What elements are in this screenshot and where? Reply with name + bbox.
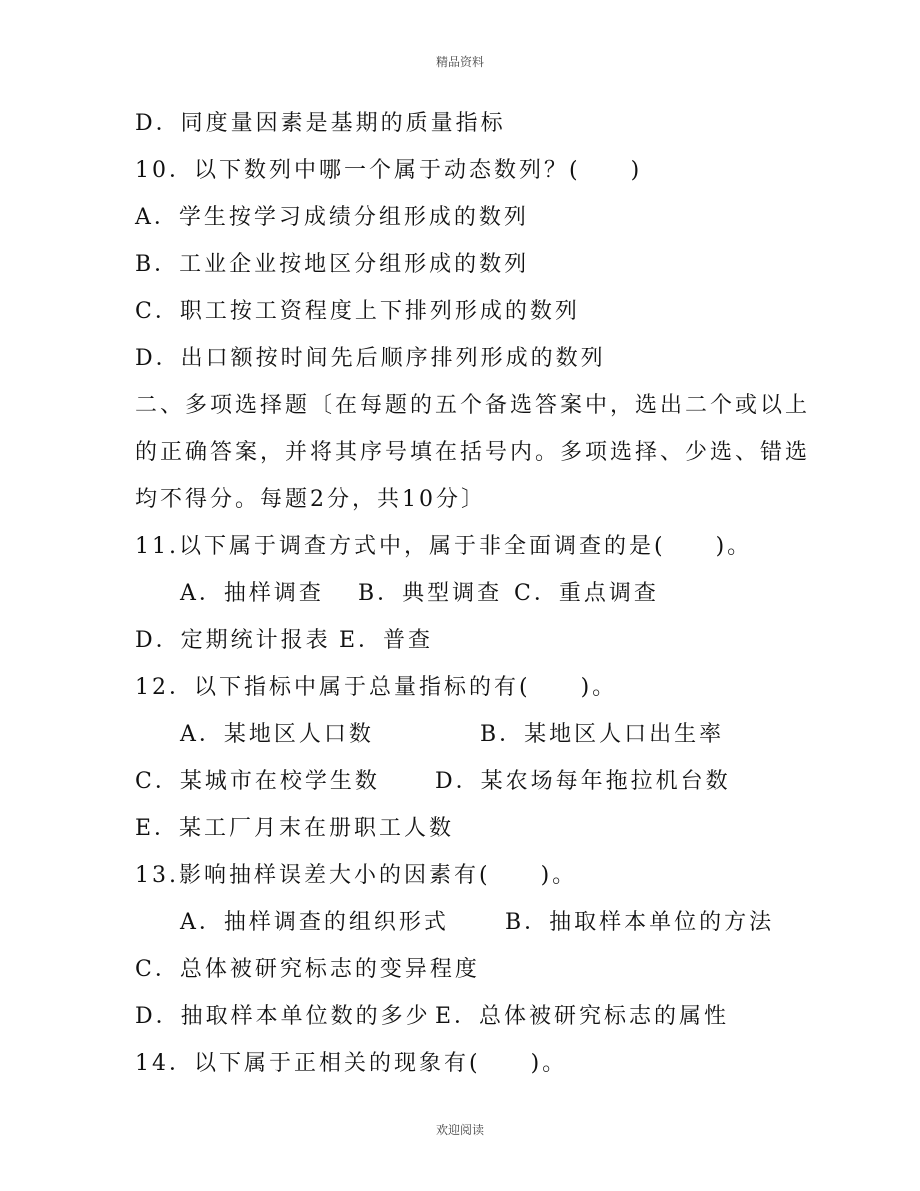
option-12a: A．某地区人口数 <box>180 722 374 747</box>
option-11d: D．定期统计报表 <box>135 628 331 653</box>
option-13a: A．抽样调查的组织形式 <box>180 910 449 935</box>
section-heading-line-3: 均不得分。每题2分，共10分〕 <box>135 487 486 512</box>
question-14: 14．以下属于正相关的现象有( )。 <box>135 1051 568 1076</box>
page-footer: 欢迎阅读 <box>435 1123 484 1137</box>
option-10c: C．职工按工资程度上下排列形成的数列 <box>135 299 580 324</box>
option-9d: D．同度量因素是基期的质量指标 <box>135 111 506 136</box>
option-13b: B．抽取样本单位的方法 <box>505 910 775 935</box>
option-10d: D．出口额按时间先后顺序排列形成的数列 <box>135 346 606 371</box>
option-10a: A．学生按学习成绩分组形成的数列 <box>135 205 529 230</box>
section-heading-line-2: 的正确答案，并将其序号填在括号内。多项选择、少选、错选 <box>135 440 811 465</box>
option-12e: E．某工厂月末在册职工人数 <box>135 816 455 841</box>
question-11: 11.以下属于调查方式中，属于非全面调查的是( )。 <box>135 534 753 559</box>
page-header: 精品资料 <box>435 55 484 69</box>
option-12d: D．某农场每年拖拉机台数 <box>435 769 731 794</box>
option-11b: B．典型调查 <box>358 581 503 606</box>
option-10b: B．工业企业按地区分组形成的数列 <box>135 252 530 277</box>
question-13: 13.影响抽样误差大小的因素有( )。 <box>135 863 578 888</box>
option-13c: C．总体被研究标志的变异程度 <box>135 957 480 982</box>
option-11c: C．重点调查 <box>514 581 659 606</box>
question-12: 12．以下指标中属于总量指标的有( )。 <box>135 675 618 700</box>
option-11a: A．抽样调查 <box>180 581 324 606</box>
question-10: 10．以下数列中哪一个属于动态数列？( ) <box>135 158 643 183</box>
option-12b: B．某地区人口出生率 <box>480 722 725 747</box>
option-11e: E．普查 <box>339 628 434 653</box>
section-heading-line-1: 二、多项选择题〔在每题的五个备选答案中，选出二个或以上 <box>135 393 811 418</box>
option-13d: D．抽取样本单位数的多少 <box>135 1004 431 1029</box>
option-13e: E．总体被研究标志的属性 <box>435 1004 730 1029</box>
option-12c: C．某城市在校学生数 <box>135 769 380 794</box>
